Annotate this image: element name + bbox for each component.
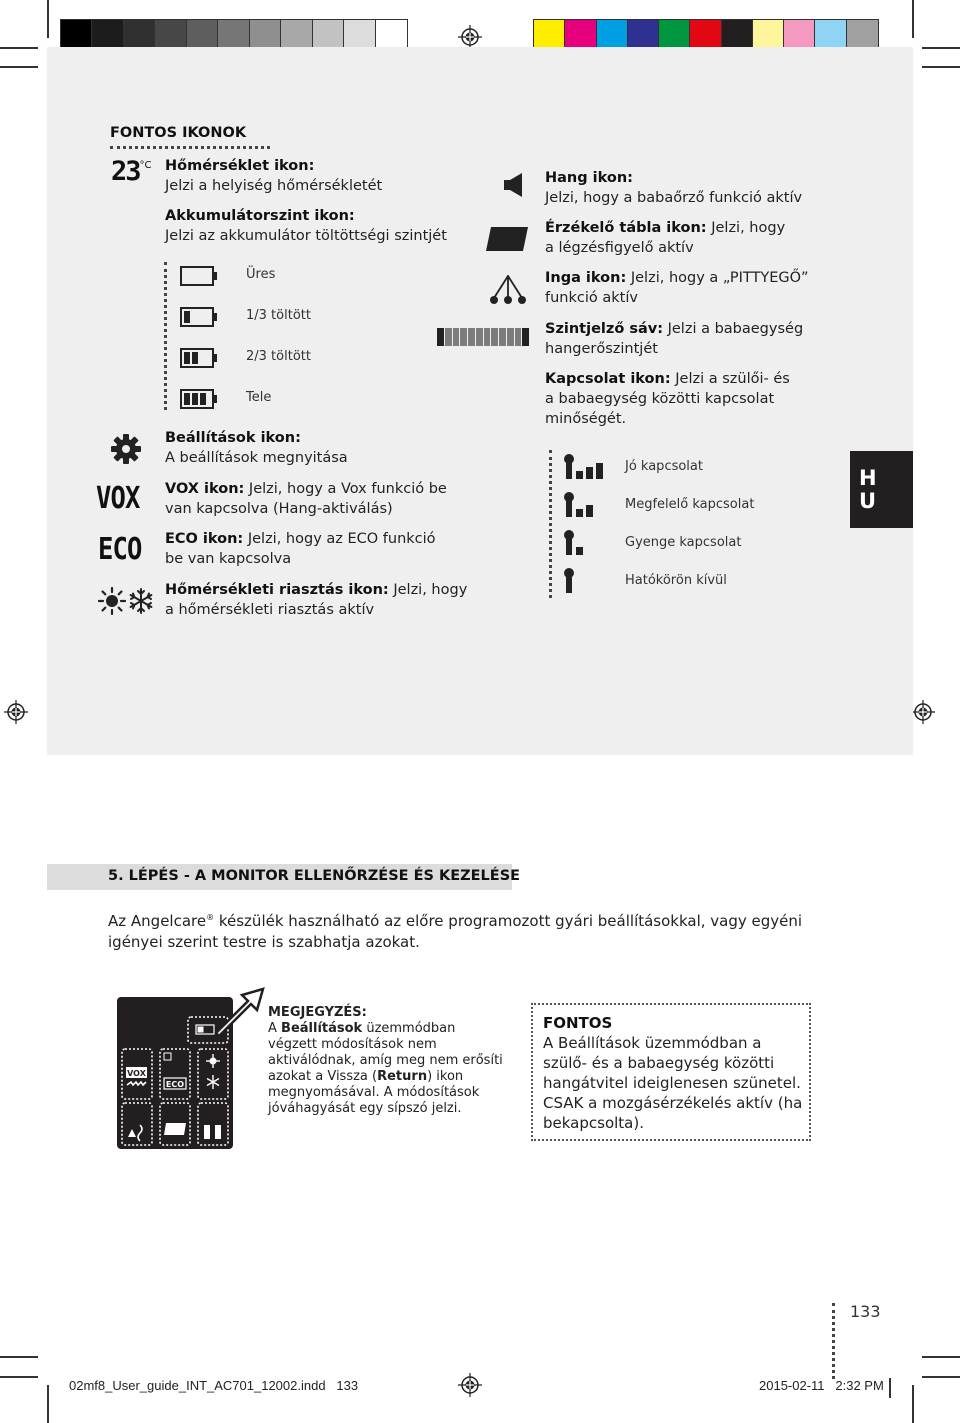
page-number: 133 xyxy=(850,1302,881,1321)
temperature-display-icon: $23^{^\circ C}$ xyxy=(111,156,152,187)
note-title: MEGJEGYZÉS: xyxy=(268,1005,367,1020)
connection-icon xyxy=(562,454,608,480)
important-title: FONTOS xyxy=(543,1014,613,1032)
vox-icon: VOX xyxy=(96,481,140,516)
pendulum-icon-description: Inga ikon: Jelzi, hogy a „PITTYEGŐ” funkció aktív xyxy=(545,270,809,306)
device-eco-label: ECO xyxy=(165,1080,185,1089)
registration-mark-icon xyxy=(458,1373,482,1397)
connection-icon-description: Kapcsolat ikon: Jelzi a szülői- és a babaegység közötti kapcsolat minőségét. xyxy=(545,371,790,427)
battery-level-label: 2/3 töltött xyxy=(246,349,311,364)
battery-icon xyxy=(180,307,218,327)
connection-dotted-rule xyxy=(549,450,552,598)
level-segment xyxy=(468,328,475,346)
level-segment xyxy=(522,328,529,346)
battery-level-label: Üres xyxy=(246,267,276,282)
level-bar-description: Szintjelző sáv: Jelzi a babaegység hangerőszintjét xyxy=(545,321,804,357)
speaker-icon xyxy=(503,172,523,198)
battery-icon-description: Akkumulátorszint ikon: Jelzi az akkumulátor töltöttségi szintjét xyxy=(165,208,447,244)
sun-icon xyxy=(98,587,126,615)
battery-icon xyxy=(180,389,218,409)
sensor-pad-icon xyxy=(485,226,529,252)
registration-mark-icon xyxy=(4,700,28,724)
device-vox-label: VOX xyxy=(127,1069,146,1078)
battery-level-label: Tele xyxy=(246,390,272,405)
footer-date: 2015-02-11 2:32 PM xyxy=(759,1378,884,1393)
level-segment xyxy=(491,328,498,346)
battery-level-label: 1/3 töltött xyxy=(246,308,311,323)
level-segment xyxy=(499,328,506,346)
icons-section-title: FONTOS IKONOK xyxy=(110,125,247,141)
level-segment xyxy=(445,328,452,346)
level-bar-icon xyxy=(437,328,529,346)
connection-level-label: Gyenge kapcsolat xyxy=(625,535,742,550)
level-segment xyxy=(507,328,514,346)
monitor-settings-illustration xyxy=(116,985,266,1150)
note-block: MEGJEGYZÉS: A Beállítások üzemmódban végzett módosítások nem aktiválódnak, amíg meg nem erősíti azokat a Vissza (Return) ikon megnyomásával. A módosítások jóváhagyását egy sípszó jelzi. xyxy=(268,1005,503,1116)
connection-level-label: Megfelelő kapcsolat xyxy=(625,497,755,512)
battery-dotted-rule xyxy=(164,262,167,410)
connection-icon xyxy=(562,492,608,518)
connection-icon xyxy=(562,568,608,594)
vox-icon-description: VOX ikon: Jelzi, hogy a Vox funkció be van kapcsolva (Hang-aktiválás) xyxy=(165,481,447,517)
pendulum-icon xyxy=(489,274,527,306)
eco-icon-description: ECO ikon: Jelzi, hogy az ECO funkció be van kapcsolva xyxy=(165,531,436,567)
level-segment xyxy=(453,328,460,346)
level-segment xyxy=(460,328,467,346)
battery-icon xyxy=(180,266,218,286)
footer-file-info: 02mf8_User_guide_INT_AC701_12002.indd 133 xyxy=(69,1378,359,1393)
connection-level-label: Jó kapcsolat xyxy=(625,459,703,474)
snowflake-icon xyxy=(128,587,154,615)
settings-icon-description: Beállítások ikon: A beállítások megnyitása xyxy=(165,430,348,466)
temp-alarm-icon-description: Hőmérsékleti riasztás ikon: Jelzi, hogy a hőmérsékleti riasztás aktív xyxy=(165,582,468,618)
eco-icon: ECO xyxy=(98,532,142,567)
temperature-icon-description: Hőmérséklet ikon: Jelzi a helyiség hőmérsékletét xyxy=(165,158,383,194)
level-segment xyxy=(437,328,444,346)
level-segment xyxy=(484,328,491,346)
connection-level-label: Hatókörön kívül xyxy=(625,573,727,588)
registration-mark-icon xyxy=(911,700,935,724)
important-text: A Beállítások üzemmódban a szülő- és a babaegység közötti hangátvitel ideiglenesen szünetel. CSAK a mozgásérzékelés aktív (ha bekapcsolta). xyxy=(543,1034,803,1132)
connection-icon xyxy=(562,530,608,556)
important-box xyxy=(531,1003,811,1141)
level-segment xyxy=(515,328,522,346)
step5-intro: Az Angelcare® készülék használható az előre programozott gyári beállításokkal, vagy egyéni igényei szerint testre is szabhatja azokat. xyxy=(108,912,803,951)
gear-icon xyxy=(110,433,142,465)
language-tab: H U xyxy=(850,451,913,528)
level-segment xyxy=(476,328,483,346)
sensor-icon-description: Érzékelő tábla ikon: Jelzi, hogy a légzésfigyelő aktív xyxy=(545,220,786,256)
sound-icon-description: Hang ikon: Jelzi, hogy a babaőrző funkció aktív xyxy=(545,170,803,206)
registration-mark-icon xyxy=(458,25,482,49)
step5-title: 5. LÉPÉS - A MONITOR ELLENŐRZÉSE ÉS KEZELÉSE xyxy=(108,868,521,884)
battery-icon xyxy=(180,348,218,368)
title-dotted-rule xyxy=(110,146,270,149)
page-number-rule xyxy=(832,1303,835,1379)
